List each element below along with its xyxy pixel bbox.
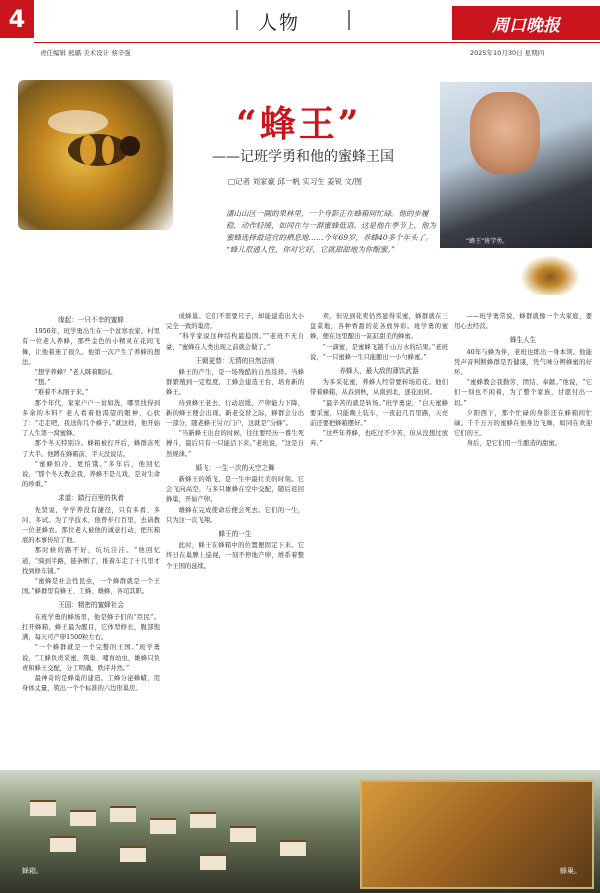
beehive: [50, 836, 76, 852]
beehive: [30, 800, 56, 816]
body-paragraph: “这些年养蜂，也吃过不少苦，但从没想过放弃。”: [310, 430, 448, 448]
body-paragraph: “难着不木刚子来。”: [34, 389, 89, 397]
bee-icon: [18, 80, 173, 230]
body-paragraph: “一个蜂群就是一个完整的王国。”班学勇说，“工蜂负责采蜜、筑巢、哺育幼虫，雄蜂只负责和蜂王交配，分工明确，秩序井然。”: [22, 644, 160, 672]
section-heading: 婚飞：一生一次的天空之舞: [195, 463, 275, 472]
body-paragraph: 先贤说，学学养没有捷径，只有多看、多问、多试。为了学技术，他曾步行百里，去请教一位老蜂农。那位老人被他的诚意打动，把压箱底的本事传给了他。: [22, 506, 160, 545]
article-lead: [226, 208, 436, 256]
issue-date: 2025年10月30日 星期四: [470, 49, 545, 57]
honeycomb-frame-photo: [360, 780, 594, 889]
body-paragraph: “最辛苦的就是转场。”班学勇说，“白天蜜蜂要采蜜，只能晚上装车，一夜赶几百里路，天亮前还要把蜂箱摆好。”: [310, 399, 448, 428]
section-heading: 蜂生人生: [509, 336, 537, 345]
divider: [348, 10, 350, 30]
article-column-2: [166, 312, 304, 702]
article-column-4: [454, 312, 592, 702]
section-heading: 缘起：一只不幸的蜜蜂: [58, 316, 124, 324]
article-title: “蜂王”: [236, 103, 362, 145]
lead-paragraph: “蜂儿很通人性，你对它好，它就甜甜地为你酿蜜。”: [226, 245, 395, 254]
body-paragraph: 新蜂王的婚飞，是一生中最壮美的时刻。它会飞向高空，与多只雄蜂在空中交配，随后返回蜂巢，开始产卵。: [166, 476, 304, 504]
body-paragraph: “想学养蜂？”老人眯着眼问。: [34, 369, 117, 377]
article-byline: □记者 刘家豪 邱一帆 实习生 姜锐 文/图: [228, 177, 363, 186]
body-paragraph: “想。”: [34, 379, 51, 387]
beehive: [200, 854, 226, 870]
page-number: 4: [0, 0, 34, 38]
article-subtitle: ——记班学勇和他的蜜蜂王国: [212, 149, 394, 165]
section-heading: 蜂王的一生: [218, 530, 252, 539]
beehive: [120, 846, 146, 862]
body-paragraph: 那个冬天特别冷。蜂箱被打开后，蜂群冻死了大半。他蹲在蜂箱前，半天没说话。: [22, 440, 160, 458]
beehive: [150, 818, 176, 834]
section-heading: 求道：踏行百里的执着: [58, 494, 124, 503]
flying-bee-photo: [520, 255, 580, 295]
divider: [236, 10, 238, 30]
body-paragraph: 夕阳西下，那个忙碌的身影还在蜂箱间忙碌。千千万万的蜜蜂在他身边飞舞，如同在欢迎它们的王。: [454, 409, 592, 438]
body-paragraph: 此时，蜂王在蜂箱中的位置便固定下来。它终日在巢脾上巡视，一刻不停地产卵，维系着整个王国的延续。: [166, 542, 304, 570]
body-paragraph: “蜜蜂是社会性昆虫，一个蜂群就是一个王国。”蜂群里有蜂王、工蜂、雄蜂，各司其职。: [22, 578, 160, 596]
section-heading: 王朝更替：无情的自然法则: [195, 356, 275, 365]
body-paragraph: “一滴蜜，是蜜蜂飞越千山万水的结果。”老班说，“一只蜜蜂一生只能酿出一小勺蜂蜜。”: [310, 343, 448, 361]
body-paragraph: 身后，是它们用一生酿造的甜蜜。: [466, 440, 562, 448]
photo-caption: 蜂箱。: [22, 867, 43, 875]
body-paragraph: 为多采花蜜，养蜂人经常要转场追花。他们带着蜂箱，从春到秋，从南到北，逐花而居。: [310, 379, 448, 397]
body-paragraph: 那时候的路不好，坑坑洼洼。“他回忆道，“骑到半路，链条断了，推着车走了十几里才找到修车铺。”: [22, 547, 160, 575]
body-paragraph: “当新蜂王出台的时候，往往要经历一番生死搏斗，最后只有一只能活下来。”老班说，“这是自然规律。”: [166, 430, 304, 458]
beehive: [110, 806, 136, 822]
body-paragraph: 1956年，班学勇出生在一个贫寒农家。村里有一位老人养蜂，那些金色的小精灵在花间飞舞，让他着迷了很久。他第一次产生了养蜂的想法。: [22, 328, 160, 366]
body-paragraph: 蜂王的产生，是一场残酷的自然选择。当蜂群繁殖到一定程度，工蜂会建造王台，培育新的蜂王。: [166, 369, 304, 397]
body-paragraph: 卖，但见到花卖仍然显得采蜜，蜂群就在三盘菜地，各种香甜的花各放异彩。班学勇的蜜蜂，便在这里酿出一缸缸甜美的蜂蜜。: [310, 313, 448, 341]
photo-caption: “蜂王”班学勇。: [466, 238, 509, 245]
beehive: [280, 840, 306, 856]
section-heading: 王国：精密的蜜蜂社会: [58, 601, 124, 610]
body-paragraph: 成蜂巢。它们不需要尺子，却能建造出大小完全一致的巢房。: [166, 313, 304, 331]
beehive: [190, 812, 216, 828]
body-paragraph: 雄蜂在完成使命后便会死去。它们的一生，只为这一次飞翔。: [166, 506, 304, 524]
body-paragraph: 40年与蜂为伴，老班也练出一身本领。他能凭声音判断蜂群是否健康，凭气味分辨蜂蜜的好坏。: [454, 348, 592, 377]
header-rule: [34, 42, 600, 43]
photo-caption: 蜂巢。: [560, 867, 581, 875]
lead-paragraph: 潘山山区一隅的果林里，一个身影正在蜂箱间忙碌。他的步履稳，动作轻缓，如同在与一群蜜蜂低语。这是他在季节上，他为蜜蜂选择最适宜的栖息地……今年69岁，养蜂40多个年头了。: [226, 209, 436, 242]
beekeeper-face: [470, 92, 540, 174]
article-column-3: [310, 312, 448, 702]
editor-credits: 责任编辑 熊璐 美术设计 蔡辛强: [40, 49, 131, 57]
body-paragraph: 那个年代，家家户户一贫如洗，哪里找得到多余的木料？老人看着他渴望的眼神，心软了：“走走吧，我送你几个蜂子。”就这样，他开始了人生第一窝蜜蜂。: [22, 399, 160, 438]
beehive: [230, 826, 256, 842]
beehive: [70, 810, 96, 826]
body-paragraph: “蜜蜂怕冷，更怕饿。”多年后，他回忆说，“那个冬天教会我，养蜂不是儿戏，是对生命的珍重。”: [22, 460, 160, 489]
bee-photo: [18, 80, 173, 230]
body-paragraph: 最神奇的是蜂巢的建造。工蜂分泌蜂蜡，用身体丈量，筑出一个个标准的六边形巢房。: [22, 674, 160, 693]
body-paragraph: 待到蜂王老去，行动迟缓，产卵能力下降，新的蜂王便会出现。新老交替之际，蜂群会分出一部分，随老蜂王另立门户，这就是“分蜂”。: [166, 399, 304, 428]
body-paragraph: ——班学勇常说，蜂群就像一个大家庭，要用心去经营。: [454, 313, 592, 331]
body-paragraph: “蜜蜂教会我勤劳、团结、奉献。”他说，“它们一刻也不闲着，为了整个家族，甘愿付出一切。”: [454, 379, 592, 407]
section-title: 人物: [258, 12, 301, 34]
section-heading: 养蜂人，最大敌的薄饮武器: [339, 367, 419, 376]
body-paragraph: 在班学勇的蜂场里，他是蜂子们的“臣民”。打开蜂箱，蜂王最为醒目，它体型修长，腹部饱满，每天可产卵1500粒左右。: [22, 613, 160, 642]
article-column-1: [22, 312, 160, 702]
newspaper-logo: 周口晚报: [452, 6, 600, 40]
body-paragraph: “科学家说这种结构最稳固。”“老班不无自豪，“蜜蜂在人类出现之前就会做了。”: [166, 333, 304, 351]
